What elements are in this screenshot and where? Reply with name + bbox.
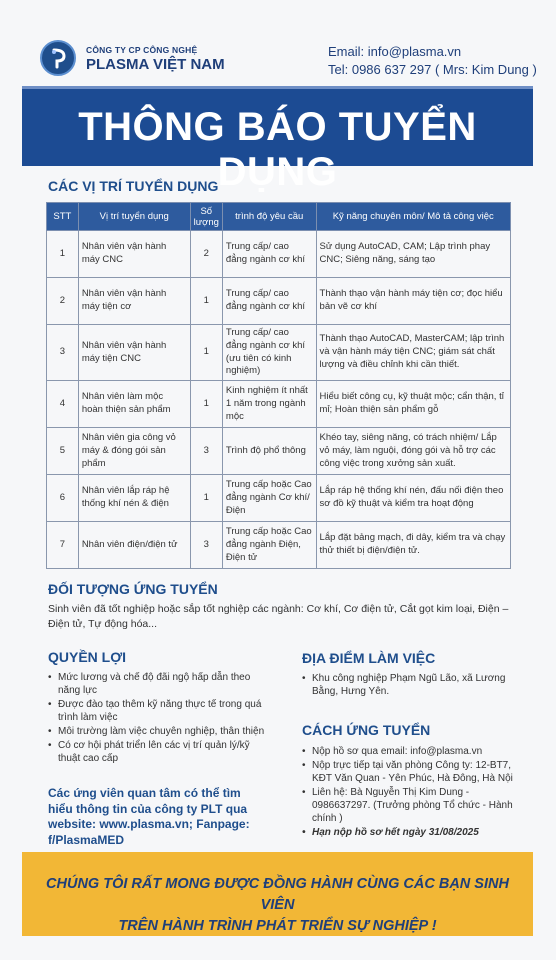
cell-stt: 5 bbox=[47, 428, 79, 475]
page-title: THÔNG BÁO TUYỂN DỤNG bbox=[78, 105, 477, 194]
positions-title: CÁC VỊ TRÍ TUYỂN DỤNG bbox=[48, 178, 219, 194]
benefits-list bbox=[48, 671, 268, 766]
footer-line-2: TRÊN HÀNH TRÌNH PHÁT TRIỂN SỰ NGHIỆP ! bbox=[118, 918, 437, 935]
promo-text: Các ứng viên quan tâm có thể tìm hiểu thông tin của công ty PLT qua website: www.plasma.vn; Fanpage: f/PlasmaMED bbox=[48, 786, 250, 847]
cell-quantity: 1 bbox=[190, 325, 222, 381]
cell-position: Nhân viên làm mộc hoàn thiện sản phẩm bbox=[78, 381, 190, 428]
cell-level: Trình độ phổ thông bbox=[222, 428, 316, 475]
cell-level: Trung cấp/ cao đẳng ngành cơ khí (ưu tiên có kinh nghiệm) bbox=[222, 325, 316, 381]
cell-skills: Thành thạo AutoCAD, MasterCAM; lập trình và vận hành máy tiện CNC; giám sát chất lượng và điều chỉnh khi cần thiết. bbox=[316, 325, 510, 381]
table-header-row bbox=[47, 203, 511, 231]
cell-stt: 1 bbox=[47, 231, 79, 278]
target-title: ĐỐI TƯỢNG ỨNG TUYỂN bbox=[48, 581, 218, 597]
list-item: • Liên hệ: Bà Nguyễn Thị Kim Dung - 0986637297. (Trưởng phòng Tổ chức - Hành chính ) bbox=[302, 786, 522, 825]
header-stt: STT bbox=[47, 203, 79, 231]
header-quantity: Số lượng bbox=[190, 203, 222, 231]
cell-position: Nhân viên vận hành máy CNC bbox=[78, 231, 190, 278]
cell-level: Trung cấp/ cao đẳng ngành cơ khí bbox=[222, 231, 316, 278]
list-item: • Khu công nghiệp Phạm Ngũ Lão, xã Lương Bằng, Hưng Yên. bbox=[302, 672, 512, 698]
cell-stt: 2 bbox=[47, 278, 79, 325]
footer-banner bbox=[22, 852, 533, 936]
header-level: trình độ yêu cầu bbox=[222, 203, 316, 231]
deadline-item: • Hạn nộp hồ sơ hết ngày 31/08/2025 bbox=[302, 826, 522, 839]
company-subtitle: CÔNG TY CP CÔNG NGHỆ bbox=[86, 45, 198, 55]
cell-skills: Sử dụng AutoCAD, CAM; Lập trình phay CNC; Siêng năng, sáng tạo bbox=[316, 231, 510, 278]
target-text: Sinh viên đã tốt nghiệp hoặc sắp tốt nghiệp các ngành: Cơ khí, Cơ điện tử, Cắt gọt kim loại, Điện – Điện tử, Tự động hóa... bbox=[48, 603, 509, 631]
cell-level: Trung cấp/ cao đẳng ngành cơ khí bbox=[222, 278, 316, 325]
location-list bbox=[302, 672, 512, 699]
cell-quantity: 3 bbox=[190, 428, 222, 475]
cell-level: Kinh nghiệm ít nhất 1 năm trong ngành mộc bbox=[222, 381, 316, 428]
list-item: • Mức lương và chế độ đãi ngộ hấp dẫn theo năng lực bbox=[48, 671, 268, 697]
cell-level: Trung cấp hoặc Cao đẳng ngành Cơ khí/Điện bbox=[222, 475, 316, 522]
cell-quantity: 1 bbox=[190, 278, 222, 325]
cell-level: Trung cấp hoặc Cao đẳng ngành Điện, Điện tử bbox=[222, 522, 316, 569]
cell-position: Nhân viên vận hành máy tiện CNC bbox=[78, 325, 190, 381]
cell-quantity: 1 bbox=[190, 475, 222, 522]
cell-skills: Hiểu biết công cụ, kỹ thuật mộc; cẩn thận, tỉ mỉ; Hoàn thiện sản phẩm gỗ bbox=[316, 381, 510, 428]
company-name: PLASMA VIỆT NAM bbox=[86, 56, 225, 73]
contact-tel: Tel: 0986 637 297 ( Mrs: Kim Dung ) bbox=[328, 62, 537, 77]
table-row bbox=[47, 428, 511, 475]
cell-quantity: 2 bbox=[190, 231, 222, 278]
table-row bbox=[47, 325, 511, 381]
table-row bbox=[47, 278, 511, 325]
header-position: Vị trí tuyển dụng bbox=[78, 203, 190, 231]
cell-stt: 4 bbox=[47, 381, 79, 428]
cell-skills: Thành thạo vận hành máy tiện cơ; đọc hiểu bản vẽ cơ khí bbox=[316, 278, 510, 325]
cell-position: Nhân viên gia công vỏ máy & đóng gói sản phẩm bbox=[78, 428, 190, 475]
apply-list bbox=[302, 745, 522, 840]
location-title: ĐỊA ĐIỂM LÀM VIỆC bbox=[302, 650, 436, 666]
cell-position: Nhân viên lắp ráp hệ thống khí nén & điện bbox=[78, 475, 190, 522]
footer-message bbox=[32, 874, 523, 937]
list-item: • Nộp trực tiếp tại văn phòng Công ty: 12-BT7, KĐT Văn Quan - Yên Phúc, Hà Đông, Hà Nội bbox=[302, 759, 522, 785]
list-item: • Có cơ hội phát triển lên các vị trí quản lý/kỹ thuật cao cấp bbox=[48, 739, 268, 765]
cell-stt: 6 bbox=[47, 475, 79, 522]
cell-skills: Lắp ráp hệ thống khí nén, đấu nối điện theo sơ đồ kỹ thuật và kiểm tra hoạt động bbox=[316, 475, 510, 522]
cell-stt: 7 bbox=[47, 522, 79, 569]
cell-skills: Khéo tay, siêng năng, có trách nhiệm/ Lắp vỏ máy, làm nguội, đóng gói và hỗ trợ các công việc trong xưởng sản xuất. bbox=[316, 428, 510, 475]
positions-table bbox=[46, 202, 511, 569]
list-item: • Môi trường làm việc chuyên nghiệp, thân thiện bbox=[48, 725, 268, 738]
list-item: • Được đào tạo thêm kỹ năng thực tế trong quá trình làm việc bbox=[48, 698, 268, 724]
list-item: • Nộp hồ sơ qua email: info@plasma.vn bbox=[302, 745, 522, 758]
table-row bbox=[47, 475, 511, 522]
table-row bbox=[47, 231, 511, 278]
cell-position: Nhân viên vận hành máy tiện cơ bbox=[78, 278, 190, 325]
table-row bbox=[47, 381, 511, 428]
header bbox=[0, 0, 556, 86]
cell-quantity: 3 bbox=[190, 522, 222, 569]
contact-email: Email: info@plasma.vn bbox=[328, 44, 462, 59]
plasma-logo-icon bbox=[40, 40, 76, 76]
cell-stt: 3 bbox=[47, 325, 79, 381]
table-row bbox=[47, 522, 511, 569]
footer-line-1: CHÚNG TÔI RẤT MONG ĐƯỢC ĐỒNG HÀNH CÙNG CÁC BẠN SINH VIÊN bbox=[46, 876, 509, 914]
cell-position: Nhân viên điện/điện tử bbox=[78, 522, 190, 569]
cell-skills: Lắp đặt bảng mạch, đi dây, kiểm tra và chạy thử thiết bị điện/điện tử. bbox=[316, 522, 510, 569]
apply-title: CÁCH ỨNG TUYỂN bbox=[302, 722, 431, 738]
header-skills: Kỹ năng chuyên môn/ Mô tả công việc bbox=[316, 203, 510, 231]
benefits-title: QUYỀN LỢI bbox=[48, 649, 127, 665]
cell-quantity: 1 bbox=[190, 381, 222, 428]
